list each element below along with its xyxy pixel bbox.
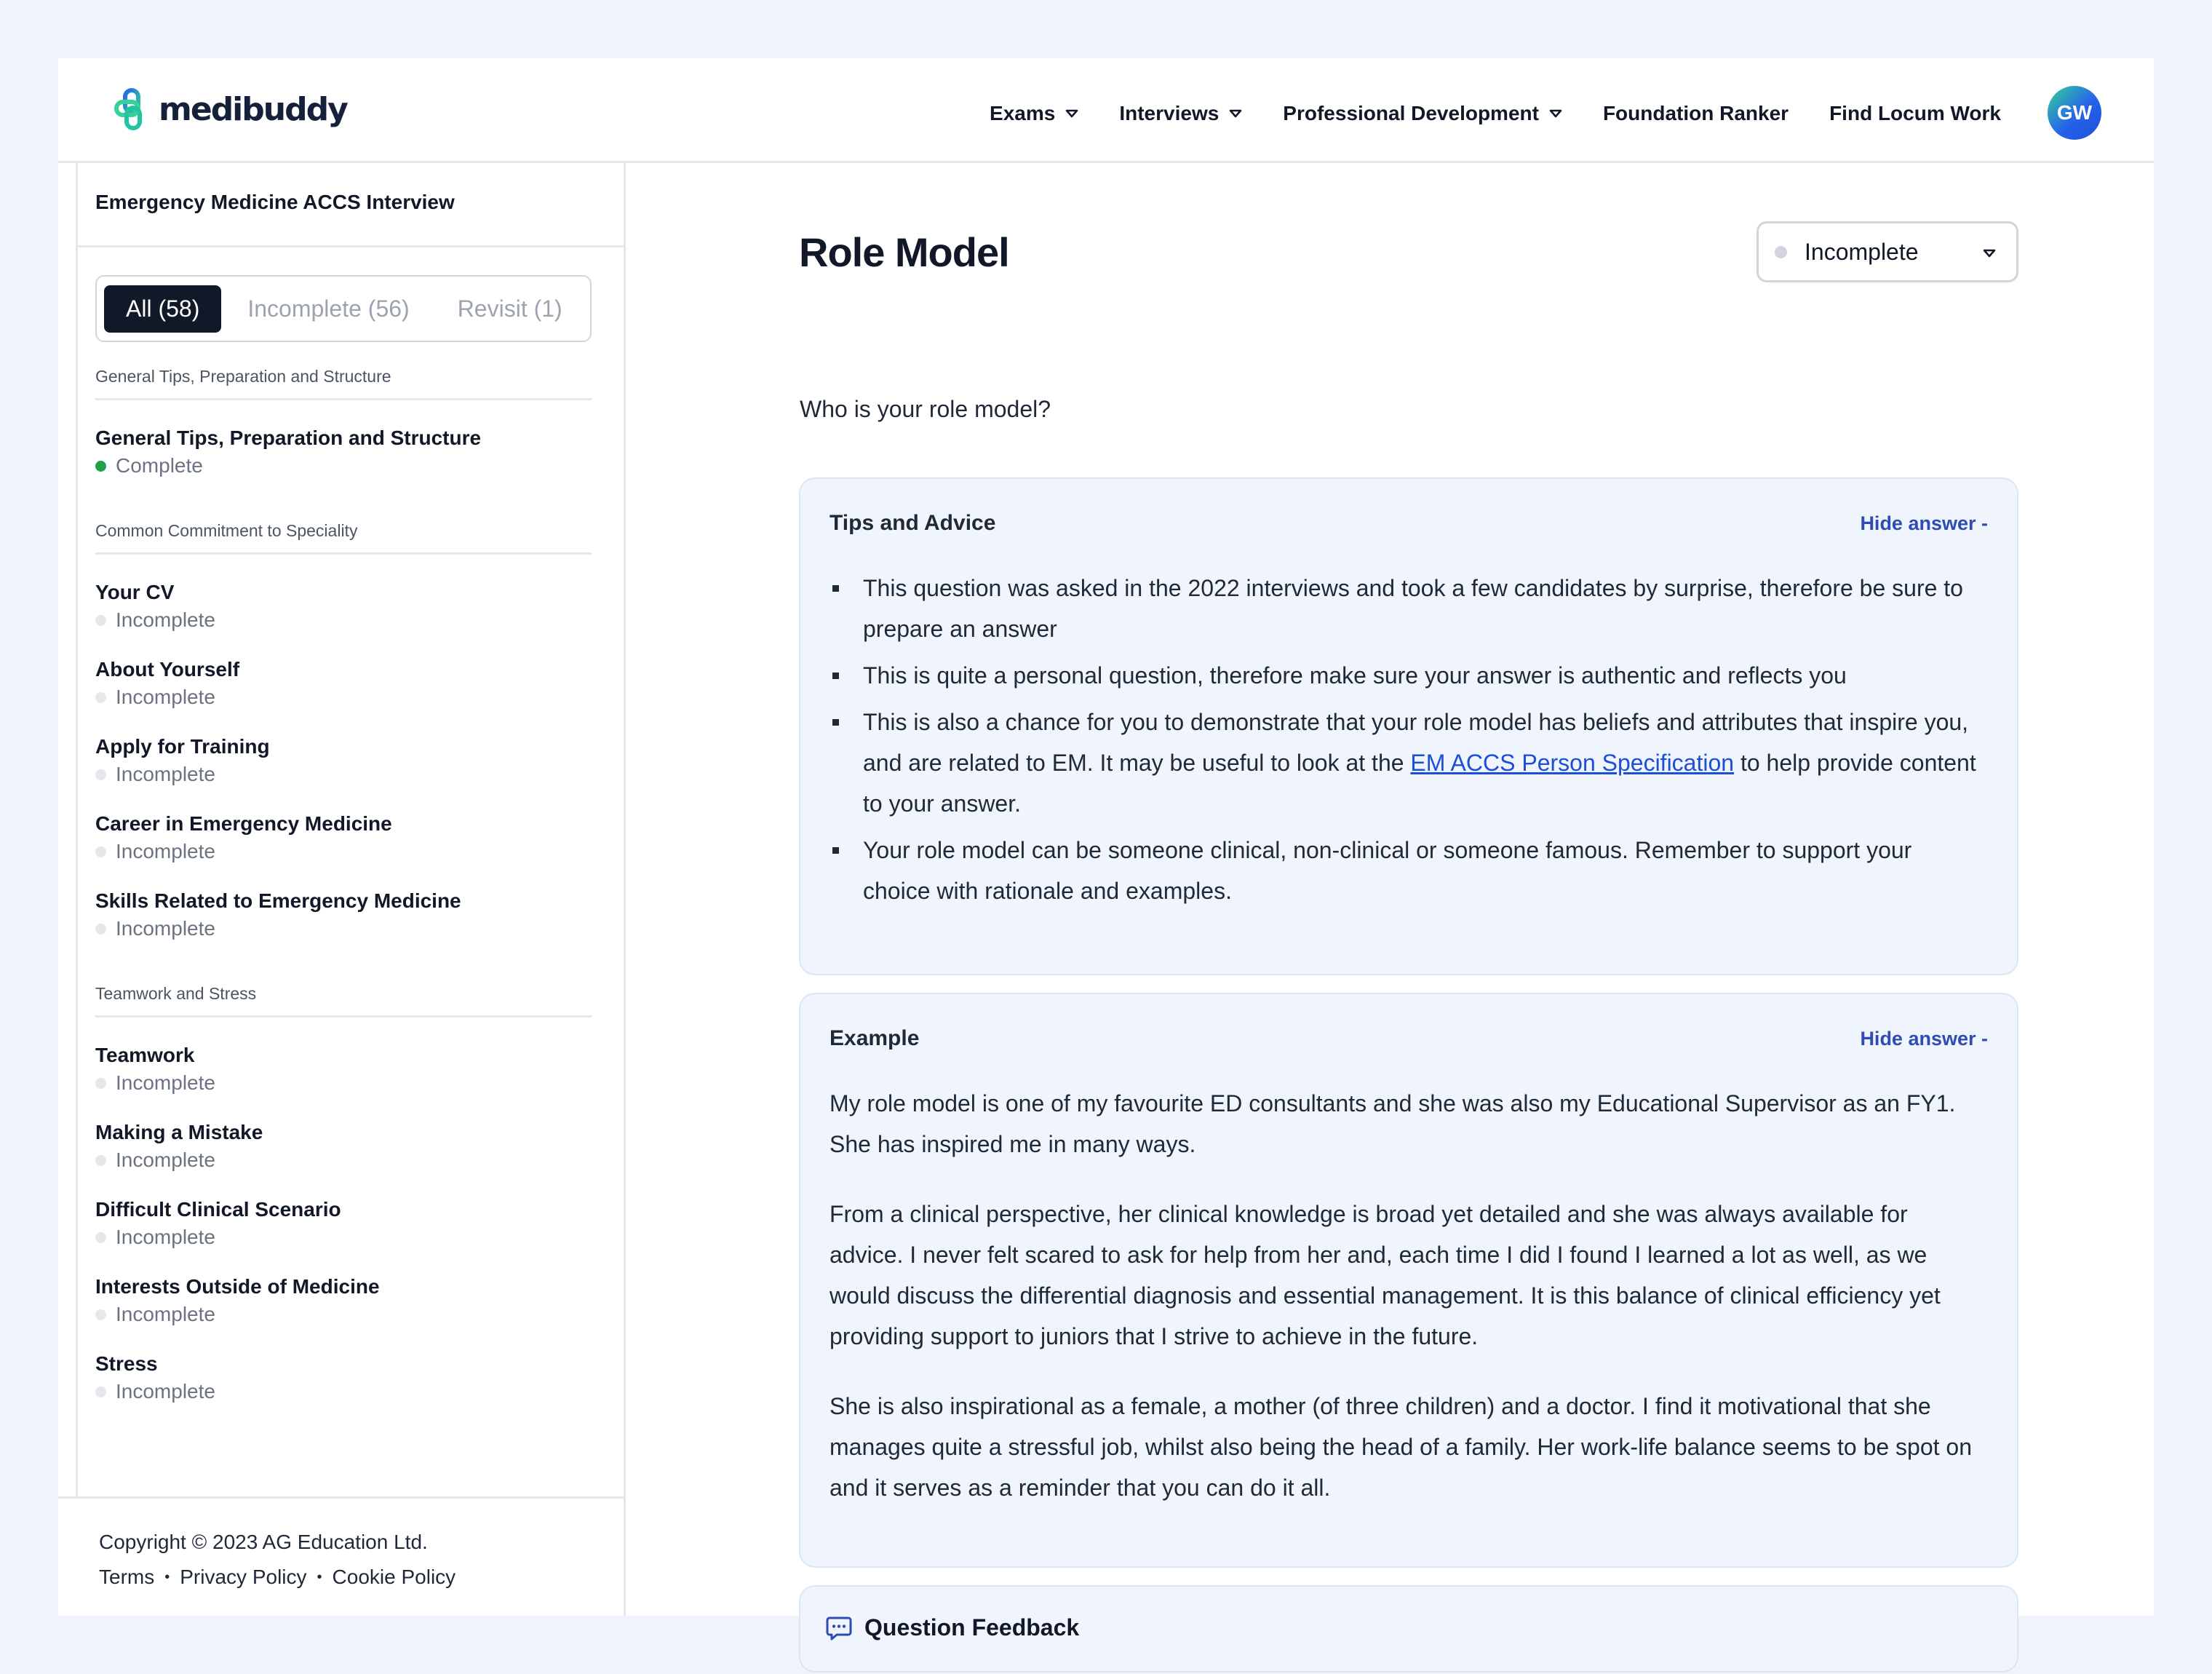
copyright: Copyright © 2023 AG Education Ltd. xyxy=(99,1531,428,1553)
question-text: Who is your role model? xyxy=(800,396,1051,422)
chat-bubble-icon xyxy=(825,1614,853,1642)
separator-dot: • xyxy=(317,1568,322,1585)
filter-all[interactable]: All (58) xyxy=(104,285,221,333)
list-item[interactable] xyxy=(95,1351,592,1405)
nav-interviews[interactable] xyxy=(1119,102,1242,125)
item-status xyxy=(95,1070,592,1096)
status-dot xyxy=(95,615,106,626)
item-status xyxy=(95,453,592,479)
medibuddy-logo-icon xyxy=(109,86,156,132)
terms-link[interactable]: Terms xyxy=(99,1566,155,1588)
card-title: Tips and Advice xyxy=(830,511,996,535)
filter-segmented-control xyxy=(95,275,592,342)
example-body xyxy=(830,1083,1972,1537)
privacy-policy-link[interactable]: Privacy Policy xyxy=(180,1566,307,1588)
section-teamwork xyxy=(95,984,592,1405)
person-specification-link[interactable]: EM ACCS Person Specification xyxy=(1410,750,1735,776)
list-item[interactable] xyxy=(95,811,592,865)
status-text: Incomplete xyxy=(116,686,215,708)
list-item: Your role model can be someone clinical, non-clinical or someone famous. Remember to support your choice with rationale and examples. xyxy=(863,830,1984,911)
chevron-down-icon xyxy=(1549,108,1562,119)
list-item[interactable] xyxy=(95,734,592,788)
item-status xyxy=(95,607,592,633)
item-title: About Yourself xyxy=(95,658,240,681)
sidebar xyxy=(76,163,626,1616)
example-paragraph: From a clinical perspective, her clinical knowledge is broad yet detailed and she was always available for advice. I never felt scared to ask for help from her and, each time I did I found I learned a lot as well, as we would discuss the differential diagnosis and essential management. It is this balance of clinical efficiency yet providing support to juniors that I strive to achieve in the future. xyxy=(830,1201,1941,1349)
status-dot xyxy=(95,1155,106,1166)
status-value: Incomplete xyxy=(1805,238,1919,265)
list-item: This is quite a personal question, therefore make sure your answer is authentic and reflects you xyxy=(863,655,1984,696)
status-dot xyxy=(95,461,106,472)
item-title: Skills Related to Emergency Medicine xyxy=(95,889,461,912)
nav-label: Exams xyxy=(990,102,1056,124)
nav-exams[interactable] xyxy=(990,102,1078,125)
cookie-policy-link[interactable]: Cookie Policy xyxy=(332,1566,456,1588)
feedback-title: Question Feedback xyxy=(864,1614,1080,1641)
tip-text: This is also a chance for you to demonstrate that your role model has beliefs and attributes that inspire you, and are related to EM. It may be useful to look at the xyxy=(863,709,1969,776)
filter-incomplete[interactable]: Incomplete (56) xyxy=(247,295,410,322)
footer-links xyxy=(99,1566,455,1589)
status-dot xyxy=(1775,246,1787,258)
item-status xyxy=(95,916,592,942)
tip-text: to help provide content to your answer. xyxy=(863,750,1976,817)
card-title: Example xyxy=(830,1026,920,1050)
item-status xyxy=(95,1379,592,1405)
status-dot xyxy=(95,846,106,857)
chevron-down-icon xyxy=(1065,108,1078,119)
top-header xyxy=(58,58,2154,163)
section-commitment xyxy=(95,521,592,942)
hide-answer-button[interactable]: Hide answer - xyxy=(1860,512,1988,534)
filter-revisit[interactable]: Revisit (1) xyxy=(457,295,562,322)
status-text: Complete xyxy=(116,454,203,477)
status-dot xyxy=(95,1387,106,1397)
nav-label: Foundation Ranker xyxy=(1602,102,1789,124)
chevron-down-icon xyxy=(1229,108,1242,119)
status-dot xyxy=(95,924,106,935)
section-general-tips xyxy=(95,367,592,479)
status-text: Incomplete xyxy=(116,1149,215,1171)
status-text: Incomplete xyxy=(116,608,215,631)
status-text: Incomplete xyxy=(116,1071,215,1094)
list-item[interactable] xyxy=(95,1274,592,1328)
section-header: General Tips, Preparation and Structure xyxy=(95,367,592,400)
list-item[interactable] xyxy=(95,1042,592,1096)
tips-list xyxy=(863,568,1984,917)
item-title: Interests Outside of Medicine xyxy=(95,1275,380,1298)
list-item[interactable] xyxy=(95,425,592,479)
nav-label: Professional Development xyxy=(1283,102,1539,124)
feedback-card[interactable] xyxy=(799,1585,2018,1673)
status-text: Incomplete xyxy=(116,1226,215,1248)
item-title: Teamwork xyxy=(95,1044,195,1066)
question-list[interactable] xyxy=(95,367,592,1480)
list-fade xyxy=(95,1448,592,1491)
item-status xyxy=(95,1301,592,1328)
example-paragraph: She is also inspirational as a female, a mother (of three children) and a doctor. I find it motivational that she manages quite a stressful job, whilst also being the head of a family. Her work-life balance seems to be spot on and it serves as a reminder that you can do it all. xyxy=(830,1393,1973,1501)
item-title: Career in Emergency Medicine xyxy=(95,812,392,835)
hide-answer-button[interactable]: Hide answer - xyxy=(1860,1028,1988,1050)
status-text: Incomplete xyxy=(116,1303,215,1325)
item-title: Difficult Clinical Scenario xyxy=(95,1198,341,1221)
status-dot xyxy=(95,1078,106,1089)
example-card xyxy=(799,993,2018,1568)
item-title: General Tips, Preparation and Structure xyxy=(95,427,482,449)
item-status xyxy=(95,684,592,710)
item-status xyxy=(95,1147,592,1173)
list-item[interactable] xyxy=(95,579,592,633)
status-text: Incomplete xyxy=(116,840,215,862)
item-title: Making a Mistake xyxy=(95,1121,263,1143)
list-item: This question was asked in the 2022 interviews and took a few candidates by surprise, therefore be sure to prepare an answer xyxy=(863,568,1984,649)
sidebar-title: Emergency Medicine ACCS Interview xyxy=(78,163,624,247)
status-dot xyxy=(95,1232,106,1243)
item-title: Your CV xyxy=(95,581,175,603)
nav-professional-development[interactable] xyxy=(1283,102,1562,125)
nav-label: Find Locum Work xyxy=(1829,102,2001,124)
example-paragraph: My role model is one of my favourite ED consultants and she was also my Educational Supervisor as an FY1. She has inspired me in many ways. xyxy=(830,1090,1956,1157)
tips-card xyxy=(799,477,2018,975)
list-item[interactable] xyxy=(95,888,592,942)
nav-foundation-ranker[interactable] xyxy=(1603,102,1789,125)
section-header: Common Commitment to Speciality xyxy=(95,521,592,555)
list-item[interactable] xyxy=(95,1197,592,1250)
main-content xyxy=(626,163,2154,1641)
item-status xyxy=(95,838,592,865)
item-status xyxy=(95,1224,592,1250)
status-text: Incomplete xyxy=(116,917,215,940)
status-dot xyxy=(95,692,106,703)
status-text: Incomplete xyxy=(116,763,215,785)
main-nav xyxy=(990,92,2001,135)
status-dot xyxy=(95,1309,106,1320)
status-text: Incomplete xyxy=(116,1380,215,1403)
logo[interactable] xyxy=(109,87,347,131)
nav-label: Interviews xyxy=(1119,102,1220,124)
item-status xyxy=(95,761,592,788)
nav-find-locum-work[interactable] xyxy=(1829,102,2001,125)
item-title: Stress xyxy=(95,1352,158,1375)
status-dot xyxy=(95,769,106,780)
list-item[interactable] xyxy=(95,656,592,710)
list-item xyxy=(863,702,1984,824)
list-item[interactable] xyxy=(95,1119,592,1173)
item-title: Apply for Training xyxy=(95,735,270,758)
chevron-down-icon xyxy=(1983,248,1996,258)
sidebar-footer xyxy=(58,1496,626,1616)
section-header: Teamwork and Stress xyxy=(95,984,592,1018)
page-title: Role Model xyxy=(799,229,1009,275)
logo-text: medibuddy xyxy=(159,90,347,128)
user-avatar[interactable]: GW xyxy=(2048,86,2101,140)
separator-dot: • xyxy=(164,1568,170,1585)
status-dropdown[interactable] xyxy=(1757,221,2018,282)
app-frame xyxy=(58,58,2154,1641)
